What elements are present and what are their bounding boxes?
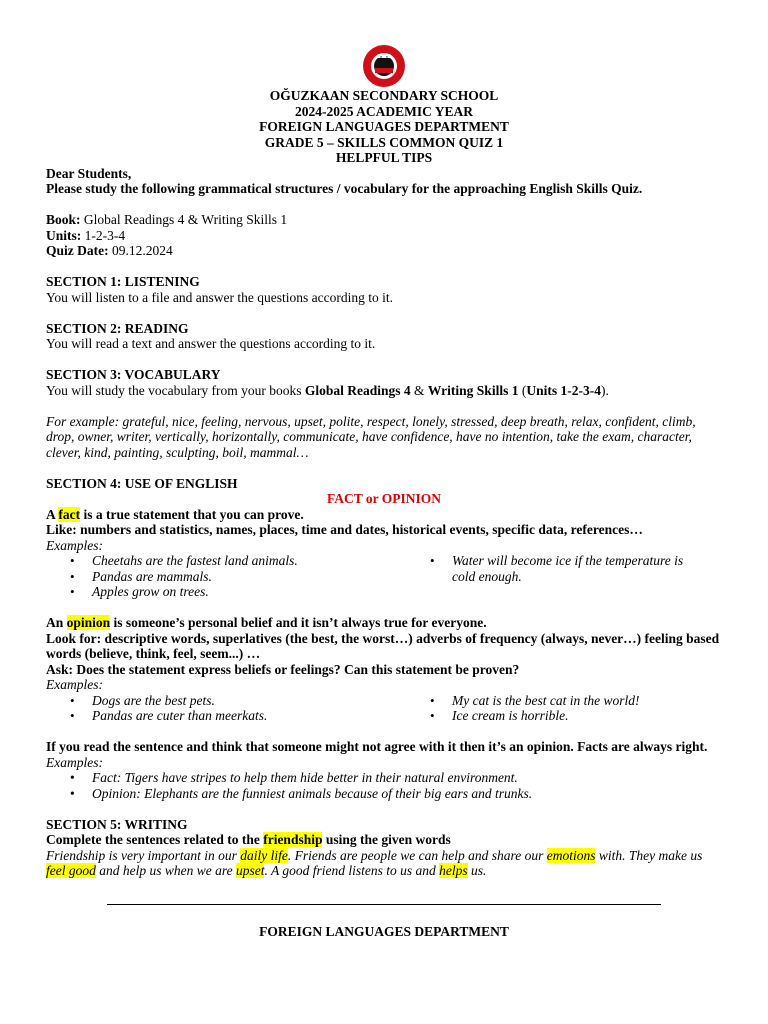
section3-text: You will study the vocabulary from your books Global Readings 4 & Writing Skills 1 (Units 1-2-3-4). xyxy=(46,382,609,398)
writing-instruction: Complete the sentences related to the friendship using the given words xyxy=(46,832,451,847)
vocab-example: For example: grateful, nice, feeling, nervous, upset, polite, respect, lonely, stressed, deep breath, relax, confident, climb, drop, owner, writer, vertically, horizontally, communicate, have confidence, have no intention, take the exam, character, clever, kind, painting, sculpting, boil, mammal… xyxy=(46,413,696,460)
fact-examples xyxy=(46,553,722,600)
rule-examples xyxy=(46,770,722,801)
fact-like: Like: numbers and statistics, names, places, time and dates, historical events, specific data, references… xyxy=(46,522,643,537)
department: FOREIGN LANGUAGES DEPARTMENT xyxy=(259,119,509,134)
section1-text: You will listen to a file and answer the questions according to it. xyxy=(46,289,393,305)
list-item: • Opinion: Elephants are the funniest animals because of their big ears and trunks. xyxy=(46,786,722,802)
school-logo xyxy=(362,44,406,88)
section4-title: SECTION 4: USE OF ENGLISH xyxy=(46,475,238,491)
rule-examples-label: Examples: xyxy=(46,754,103,770)
opinion-examples xyxy=(46,693,722,724)
fact-definition: A fact is a true statement that you can prove. xyxy=(46,506,304,522)
list-item: • Fact: Tigers have stripes to help them hide better in their natural environment. xyxy=(46,770,722,786)
greeting: Dear Students, xyxy=(46,165,132,181)
fact-examples-left xyxy=(46,553,406,600)
list-item: • Pandas are mammals. xyxy=(46,569,406,585)
list-item: • Pandas are cuter than meerkats. xyxy=(46,708,406,724)
opinion-ask: Ask: Does the statement express beliefs or feelings? Can this statement be proven? xyxy=(46,661,520,677)
list-item: • Ice cream is horrible. xyxy=(406,708,696,724)
school-name: OĞUZKAAN SECONDARY SCHOOL xyxy=(269,88,499,103)
opinion-examples-label: Examples: xyxy=(46,677,103,692)
opinion-look-for: Look for: descriptive words, superlatives (the best, the worst…) adverbs of frequency (always, never…) feeling based words (believe, think, feel, seem...) … xyxy=(46,630,720,661)
fact-examples-label: Examples: xyxy=(46,537,103,553)
opinion-examples-right xyxy=(406,693,696,724)
section1-title: SECTION 1: LISTENING xyxy=(46,274,200,289)
document-page xyxy=(46,44,722,939)
academic-year: 2024-2025 ACADEMIC YEAR xyxy=(295,103,473,119)
list-item: • Water will become ice if the temperature is cold enough. xyxy=(406,553,696,584)
helpful-tips: HELPFUL TIPS xyxy=(335,150,433,165)
instruction: Please study the following grammatical structures / vocabulary for the approaching English Skills Quiz. xyxy=(46,181,643,196)
list-item: • Apples grow on trees. xyxy=(46,584,406,600)
section3-title: SECTION 3: VOCABULARY xyxy=(46,367,221,382)
opinion-examples-left xyxy=(46,693,406,724)
section5-title: SECTION 5: WRITING xyxy=(46,816,188,832)
section2-text: You will read a text and answer the questions according to it. xyxy=(46,336,376,351)
opinion-definition: An opinion is someone’s personal belief and it isn’t always true for everyone. xyxy=(46,615,487,630)
quiz-date-line: Quiz Date: 09.12.2024 xyxy=(46,243,173,258)
fact-opinion-heading: FACT or OPINION xyxy=(326,491,441,506)
list-item: • My cat is the best cat in the world! xyxy=(406,693,696,709)
quiz-title: GRADE 5 – SKILLS COMMON QUIZ 1 xyxy=(264,134,504,150)
list-item: • Cheetahs are the fastest land animals. xyxy=(46,553,406,569)
fact-examples-right xyxy=(406,553,696,600)
writing-paragraph: Friendship is very important in our daily life. Friends are people we can help and share our emotions with. They make us feel good and help us when we are upset. A good friend listens to us and helps us. xyxy=(46,847,703,878)
units-line: Units: 1-2-3-4 xyxy=(46,227,126,243)
footer-department: FOREIGN LANGUAGES DEPARTMENT xyxy=(259,923,509,939)
section2-title: SECTION 2: READING xyxy=(46,320,189,336)
list-item: • Dogs are the best pets. xyxy=(46,693,406,709)
opinion-rule: If you read the sentence and think that someone might not agree with it then it’s an opinion. Facts are always right. xyxy=(46,739,708,754)
book-line: Book: Global Readings 4 & Writing Skills 1 xyxy=(46,212,288,227)
divider-line xyxy=(46,893,722,909)
